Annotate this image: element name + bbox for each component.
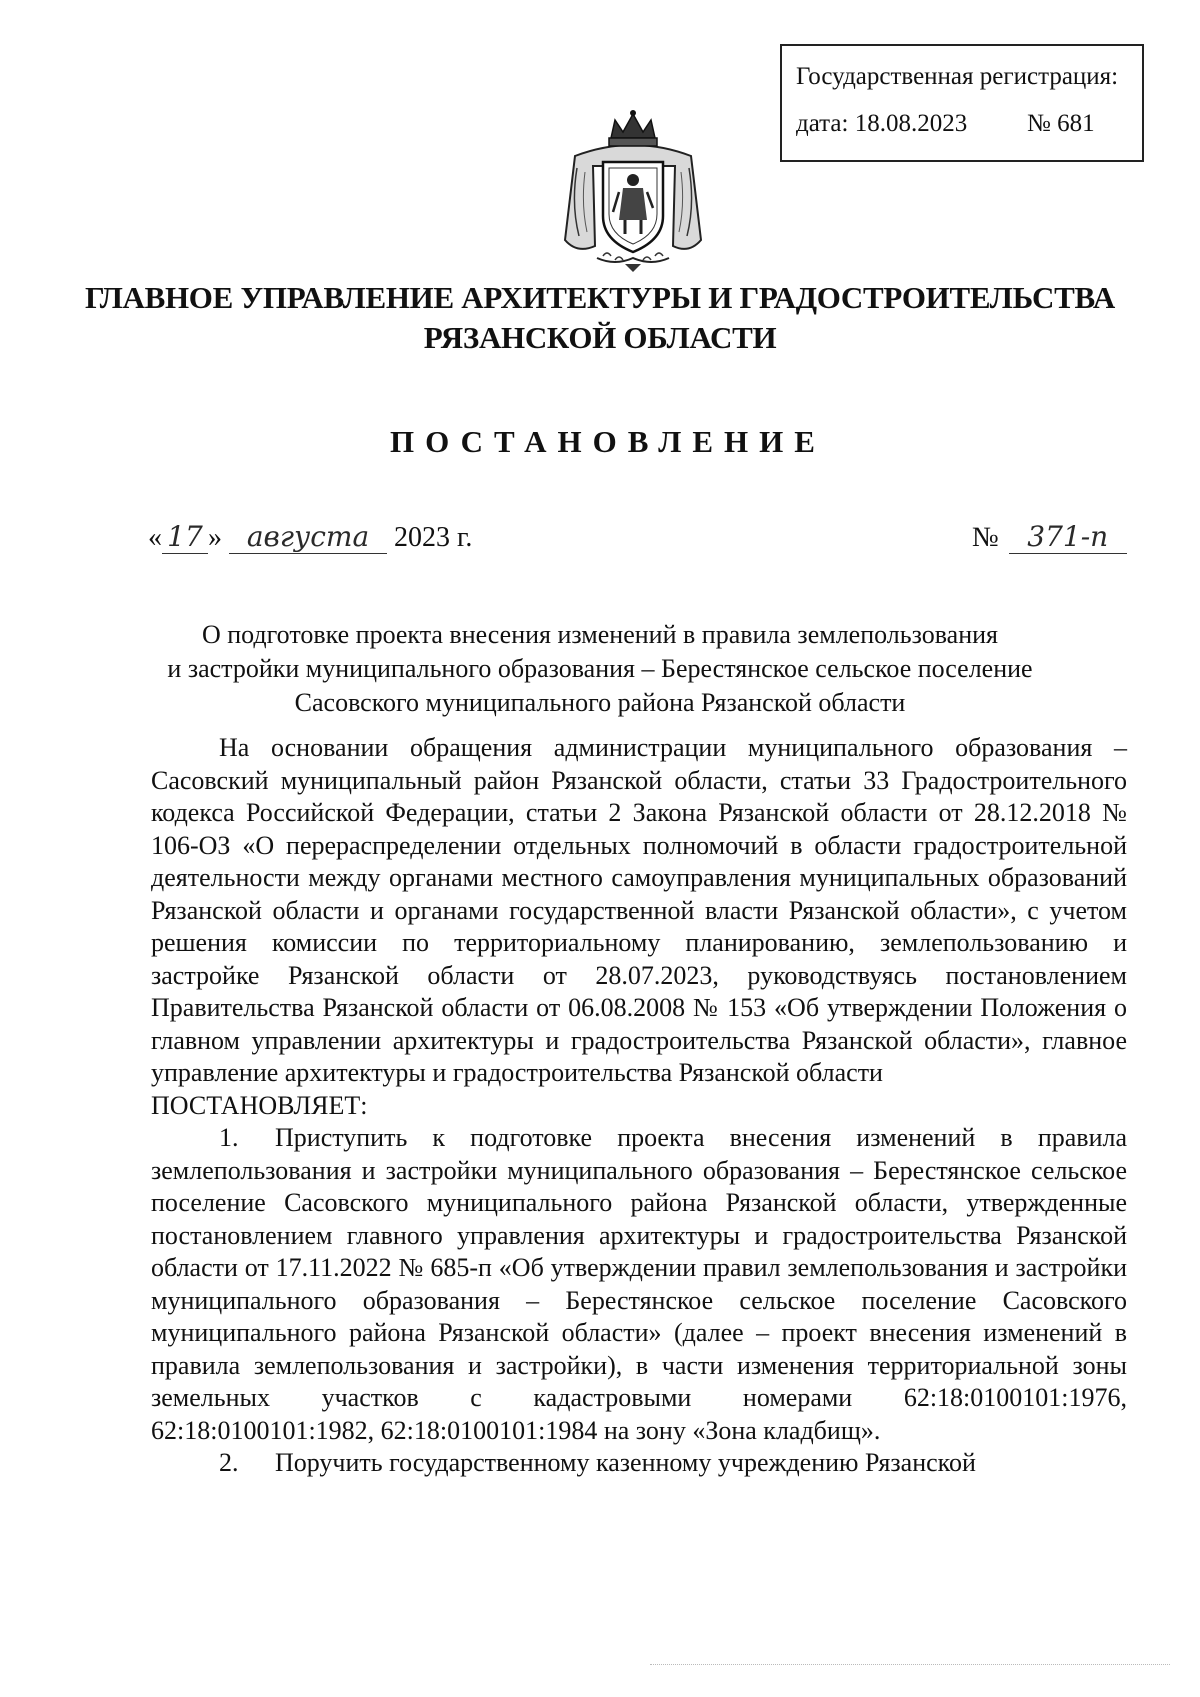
date-day: 17: [162, 520, 208, 554]
coat-of-arms-icon: [555, 108, 711, 274]
organization-name-line2: РЯЗАНСКОЙ ОБЛАСТИ: [423, 320, 777, 355]
subject-line2: и застройки муниципального образования – Берестянское сельское поселение: [167, 654, 1033, 683]
document-body: [151, 732, 1127, 1480]
registration-number: № 681: [1027, 110, 1095, 137]
document-type: ПОСТАНОВЛЕНИЕ: [390, 424, 826, 459]
clause-2-text: Поручить государственному казенному учреждению Рязанской: [275, 1448, 976, 1477]
preamble-paragraph: На основании обращения администрации муниципального образования – Сасовский муниципальный район Рязанской области, статьи 33 Градостроительного кодекса Российской Федерации, статьи 2 Закона Рязанской области от 28.12.2018 № 106-ОЗ «О перераспределении отдельных полномочий в области градостроительной деятельности между органами местного самоуправления муниципальных образований Рязанской области и органами государственной власти Рязанской области», с учетом решения комиссии по территориальному планированию, землепользованию и застройке Рязанской области от 28.07.2023, руководствуясь постановлением Правительства Рязанской области от 06.08.2008 № 153 «Об утверждении Положения о главном управлении архитектуры и градостроительства Рязанской области», главное управление архитектуры и градостроительства Рязанской области: [151, 733, 1127, 1087]
organization-name-line1: ГЛАВНОЕ УПРАВЛЕНИЕ АРХИТЕКТУРЫ И ГРАДОСТРОИТЕЛЬСТВА: [84, 280, 1115, 315]
date-open-quote: «: [148, 522, 162, 553]
date-year: 2023 г.: [394, 522, 473, 553]
clause-1-number: 1.: [219, 1123, 239, 1152]
decree-word: ПОСТАНОВЛЯЕТ:: [151, 1090, 368, 1120]
organization-name: [0, 278, 1200, 358]
clause-1: [151, 1122, 1127, 1447]
subject-line3: Сасовского муниципального района Рязанской области: [294, 688, 906, 717]
document-number-value: 371-п: [1009, 520, 1127, 554]
document-number-label: №: [972, 522, 999, 553]
registration-date: дата: 18.08.2023: [796, 110, 968, 137]
document-number: [972, 520, 1127, 554]
scan-footer-divider: [650, 1664, 1170, 1665]
date-month: августа: [229, 520, 387, 554]
document-subject: [0, 618, 1200, 720]
clause-2: [151, 1447, 1127, 1480]
document-date: [148, 520, 472, 554]
registration-title: Государственная регистрация:: [796, 63, 1119, 90]
registration-stamp: [780, 44, 1144, 162]
clause-2-number: 2.: [219, 1448, 239, 1477]
subject-line1: О подготовке проекта внесения изменений в правила землепользования: [201, 620, 998, 649]
date-close-quote: »: [208, 522, 222, 553]
clause-1-text: Приступить к подготовке проекта внесения изменений в правила землепользования и застройки муниципального образования – Берестянское сельское поселение Сасовского муниципального района Рязанской области, утвержденные постановлением главного управления архитектуры и градостроительства Рязанской области от 17.11.2022 № 685-п «Об утверждении правил землепользования и застройки муниципального образования – Берестянское сельское поселение Сасовского муниципального района Рязанской области» (далее – проект внесения изменений в правила землепользования и застройки), в части изменения территориальной зоны земельных участков с кадастровыми номерами 62:18:0100101:1976, 62:18:0100101:1982, 62:18:0100101:1984 на зону «Зона кладбищ».: [151, 1123, 1127, 1445]
